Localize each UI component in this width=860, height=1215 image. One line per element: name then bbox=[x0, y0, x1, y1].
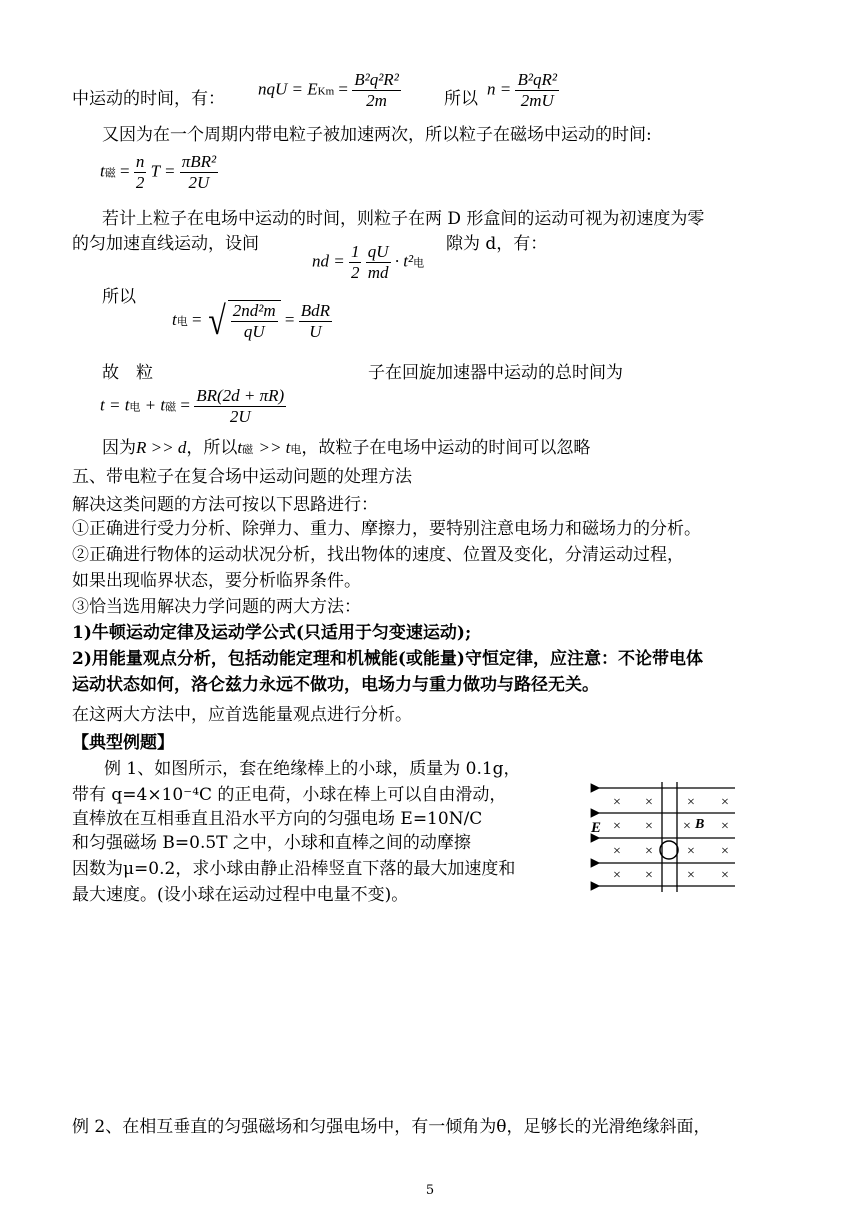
text-line: 若计上粒子在电场中运动的时间，则粒子在两 D 形盒间的运动可视为初速度为零 bbox=[102, 209, 705, 229]
formula-part: t = t bbox=[100, 395, 130, 415]
example-line: 带有 q=4×10⁻⁴C 的正电荷，小球在棒上可以自由滑动， bbox=[72, 785, 507, 805]
paragraph-line: 解决这类问题的方法可按以下思路进行： bbox=[72, 495, 378, 515]
formula-inline: >> t bbox=[258, 438, 291, 457]
numerator bbox=[299, 301, 332, 322]
formula-sub: 电 bbox=[176, 315, 188, 328]
formula-part: nqU = E bbox=[258, 79, 318, 99]
numerator bbox=[180, 152, 218, 173]
formula-part: n = bbox=[487, 79, 512, 99]
den-text: qU bbox=[243, 322, 265, 341]
num-text: B²qR² bbox=[517, 70, 557, 89]
num-text: qU bbox=[367, 242, 389, 261]
svg-text:×: × bbox=[645, 819, 653, 834]
formula-sub: 电 bbox=[413, 257, 425, 270]
text-line: 所以 bbox=[102, 287, 136, 307]
text-line: 的匀加速直线运动，设间 bbox=[72, 234, 259, 254]
formula-part: nd = bbox=[312, 251, 345, 271]
formula-t-total: t = t电 + t磁 = $\frac{BR(2d + \pi R)}{2U}$ bbox=[100, 386, 285, 426]
paragraph-line: 1)牛顿运动定律及运动学公式(只适用于匀变速运动); bbox=[72, 623, 472, 643]
den-text: 2mU bbox=[520, 91, 554, 110]
denominator bbox=[352, 91, 401, 111]
section-heading: 【典型例题】 bbox=[72, 733, 174, 753]
denominator bbox=[180, 173, 218, 193]
numerator bbox=[515, 70, 558, 91]
svg-text:×: × bbox=[613, 844, 621, 859]
formula-part: T = bbox=[150, 161, 176, 181]
den-text: md bbox=[367, 263, 389, 282]
example-line: 例 1、如图所示，套在绝缘棒上的小球，质量为 0.1g， bbox=[104, 759, 521, 779]
num-text: B²q²R² bbox=[354, 70, 399, 89]
fraction bbox=[180, 152, 218, 193]
formula-sub: 电 bbox=[290, 443, 302, 456]
text-line: 故 粒 bbox=[102, 363, 153, 383]
text-line: 又因为在一个周期内带电粒子被加速两次，所以粒子在磁场中运动的时间: bbox=[102, 125, 652, 145]
numerator bbox=[352, 70, 401, 91]
fraction bbox=[231, 301, 278, 342]
num-text: 2nd²m bbox=[232, 301, 276, 320]
formula-sub: 磁 bbox=[104, 167, 116, 180]
charged-ball bbox=[660, 841, 678, 859]
formula-sub: Km bbox=[317, 85, 335, 98]
denominator bbox=[349, 263, 362, 283]
example-line: 最大速度。(设小球在运动过程中电量不变)。 bbox=[72, 885, 409, 905]
paragraph-line: 运动状态如何，洛仑兹力永远不做功，电场力与重力做功与路径无关。 bbox=[72, 675, 599, 695]
formula-sub: 磁 bbox=[165, 401, 177, 414]
example-line: 和匀强磁场 B=0.5T 之中，小球和直棒之间的动摩擦 bbox=[72, 833, 471, 853]
formula-n bbox=[487, 70, 559, 111]
num-text: πBR² bbox=[181, 152, 217, 171]
num-text: 1 bbox=[350, 242, 360, 261]
magnetic-crosses bbox=[613, 795, 729, 883]
field-diagram bbox=[585, 780, 745, 895]
denominator bbox=[515, 91, 558, 111]
paragraph-line: ①正确进行受力分析、除弹力、重力、摩擦力，要特别注意电场力和磁场力的分析。 bbox=[72, 519, 701, 539]
numerator bbox=[134, 152, 147, 173]
paragraph-line: ③恰当选用解决力学问题的两大方法： bbox=[72, 597, 361, 617]
formula-part: · t² bbox=[394, 251, 414, 271]
den-text: U bbox=[309, 321, 322, 341]
den-text: 2U bbox=[229, 407, 251, 426]
text-line: 隙为 d，有： bbox=[446, 234, 548, 254]
paragraph-line: 在这两大方法中，应首选能量观点进行分析。 bbox=[72, 705, 412, 725]
denominator bbox=[231, 322, 278, 342]
svg-text:×: × bbox=[721, 844, 729, 859]
formula-sub: 磁 bbox=[242, 443, 254, 456]
numerator bbox=[194, 386, 286, 407]
numerator bbox=[231, 301, 278, 322]
formula-nd bbox=[312, 242, 424, 283]
num-text: BR(2d + πR) bbox=[196, 386, 285, 405]
den-text: 2m bbox=[366, 91, 387, 110]
formula-part: + t bbox=[144, 395, 166, 415]
num-text: n bbox=[135, 152, 145, 171]
example-line: 直棒放在互相垂直且沿水平方向的匀强电场 E=10N/C bbox=[72, 809, 483, 829]
num-text: BdR bbox=[300, 300, 331, 320]
page-number: 5 bbox=[425, 1183, 435, 1198]
svg-text:×: × bbox=[613, 868, 621, 883]
text-part: 因为 bbox=[102, 438, 136, 458]
fraction bbox=[194, 386, 286, 427]
formula-inline: R >> d bbox=[136, 438, 187, 457]
radicand bbox=[228, 300, 281, 342]
svg-text:×: × bbox=[645, 795, 653, 810]
svg-text:×: × bbox=[645, 868, 653, 883]
svg-text:×: × bbox=[687, 868, 695, 883]
svg-text:×: × bbox=[613, 819, 621, 834]
formula-part: t bbox=[100, 161, 105, 181]
denominator bbox=[299, 322, 332, 342]
example-line: 因数为μ=0.2，求小球由静止沿棒竖直下落的最大加速度和 bbox=[72, 859, 516, 879]
label-E: E bbox=[591, 820, 602, 836]
label-B: B bbox=[695, 817, 705, 832]
paragraph-line: 如果出现临界状态，要分析临界条件。 bbox=[72, 571, 361, 591]
numerator bbox=[366, 242, 391, 263]
formula-t-magnetic: t磁 = $\frac{n}{2}$ T = $\frac{\text{πBR²}}{2U}$ bbox=[100, 152, 217, 192]
formula-part: t bbox=[172, 309, 177, 329]
fraction bbox=[515, 70, 558, 111]
den-text: 2U bbox=[188, 173, 210, 192]
denominator bbox=[134, 173, 147, 193]
text-connector: 所以 bbox=[444, 89, 478, 109]
text-part: ，所以 bbox=[186, 438, 238, 458]
fraction bbox=[366, 242, 391, 283]
fraction bbox=[349, 242, 362, 283]
den-text: 2 bbox=[135, 173, 145, 192]
svg-text:×: × bbox=[613, 795, 621, 810]
fraction bbox=[299, 301, 332, 342]
paragraph-line: 2)用能量观点分析，包括动能定理和机械能(或能量)守恒定律，应注意：不论带电体 bbox=[72, 649, 703, 669]
den-text: 2 bbox=[350, 263, 360, 282]
formula-inline: t bbox=[237, 438, 243, 457]
svg-text:×: × bbox=[721, 868, 729, 883]
section-heading: 五、带电粒子在复合场中运动问题的处理方法 bbox=[72, 467, 412, 487]
text-line bbox=[102, 437, 590, 461]
fraction bbox=[134, 152, 147, 193]
denominator bbox=[194, 407, 286, 427]
svg-text:×: × bbox=[721, 819, 729, 834]
svg-text:×: × bbox=[687, 795, 695, 810]
formula-energy: nqU = EKm = $\frac{\text{B²q²R²}}{2m}$ bbox=[258, 70, 399, 110]
svg-text:×: × bbox=[683, 819, 691, 834]
denominator bbox=[366, 263, 391, 283]
formula-t-electric: t电 = √ $\frac{\text{2nd²m}}{qU}$ = $\frac{\text{BdR}}{U}$ bbox=[172, 298, 331, 343]
rod bbox=[662, 782, 677, 892]
paragraph-line: ②正确进行物体的运动状况分析，找出物体的速度、位置及变化，分清运动过程， bbox=[72, 545, 684, 565]
svg-text:×: × bbox=[687, 844, 695, 859]
fraction bbox=[352, 70, 401, 111]
example-line: 例 2、在相互垂直的匀强磁场和匀强电场中，有一倾角为θ，足够长的光滑绝缘斜面， bbox=[72, 1117, 711, 1137]
radical-sign: √ bbox=[208, 298, 226, 343]
text-line: 子在回旋加速器中运动的总时间为 bbox=[368, 363, 623, 383]
numerator bbox=[349, 242, 362, 263]
text-part: ，故粒子在电场中运动的时间可以忽略 bbox=[301, 438, 591, 458]
svg-text:×: × bbox=[645, 844, 653, 859]
text-line: 中运动的时间，有： bbox=[72, 89, 225, 109]
formula-sub: 电 bbox=[129, 401, 141, 414]
svg-text:×: × bbox=[721, 795, 729, 810]
